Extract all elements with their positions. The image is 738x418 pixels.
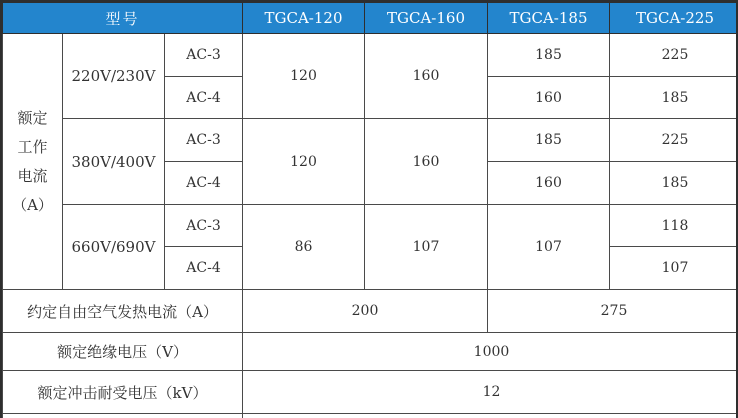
cell-380-tgca225-ac4: 185: [610, 162, 738, 205]
cell-380-tgca160: 160: [365, 119, 488, 205]
cell-660-tgca120: 86: [243, 205, 365, 290]
col-header-model: 型号: [3, 3, 243, 34]
col-header-tgca-120: TGCA-120: [243, 3, 365, 34]
cell-660-tgca225-ac3: 118: [610, 205, 738, 247]
group-label-line-3: 电流: [17, 166, 48, 185]
cell-insulation-voltage: 1000: [243, 333, 738, 371]
cell-voltage-220: 220V/230V: [63, 34, 165, 119]
group-label-line-1: 额定: [17, 108, 48, 127]
cell-220-tgca160: 160: [365, 34, 488, 119]
cell-380-ac3-label: AC-3: [165, 119, 243, 162]
col-header-tgca-225: TGCA-225: [610, 3, 738, 34]
cell-impulse-voltage: 12: [243, 371, 738, 414]
group-label-line-2: 工作: [17, 137, 48, 156]
cell-220-ac4-label: AC-4: [165, 77, 243, 119]
cell-cutoff-left: [3, 414, 243, 418]
cell-220-tgca185-ac4: 160: [488, 77, 610, 119]
cell-660-ac3-label: AC-3: [165, 205, 243, 247]
group-label-line-4: （A）: [12, 195, 53, 214]
cell-voltage-380: 380V/400V: [63, 119, 165, 205]
cell-voltage-660: 660V/690V: [63, 205, 165, 290]
cell-380-tgca120: 120: [243, 119, 365, 205]
cell-220-tgca225-ac3: 225: [610, 34, 738, 77]
cell-220-tgca225-ac4: 185: [610, 77, 738, 119]
cell-220-tgca120: 120: [243, 34, 365, 119]
cell-cutoff-right: [243, 414, 738, 418]
cell-220-tgca185-ac3: 185: [488, 34, 610, 77]
cell-thermal-185-225: 275: [488, 290, 738, 333]
cell-380-ac4-label: AC-4: [165, 162, 243, 205]
row-label-thermal-current: 约定自由空气发热电流（A）: [3, 290, 243, 333]
cell-660-ac4-label: AC-4: [165, 247, 243, 290]
col-header-tgca-185: TGCA-185: [488, 3, 610, 34]
cell-thermal-120-160: 200: [243, 290, 488, 333]
cell-660-tgca160: 107: [365, 205, 488, 290]
col-header-tgca-160: TGCA-160: [365, 3, 488, 34]
row-label-insulation-voltage: 额定绝缘电压（V）: [3, 333, 243, 371]
contactor-spec-table: [2, 2, 738, 418]
cell-660-tgca225-ac4: 107: [610, 247, 738, 290]
row-label-impulse-voltage: 额定冲击耐受电压（kV）: [3, 371, 243, 414]
cell-380-tgca185-ac4: 160: [488, 162, 610, 205]
row-group-label-rated-current: [3, 34, 63, 290]
cell-380-tgca225-ac3: 225: [610, 119, 738, 162]
cell-380-tgca185-ac3: 185: [488, 119, 610, 162]
cell-220-ac3-label: AC-3: [165, 34, 243, 77]
cell-660-tgca185: 107: [488, 205, 610, 290]
